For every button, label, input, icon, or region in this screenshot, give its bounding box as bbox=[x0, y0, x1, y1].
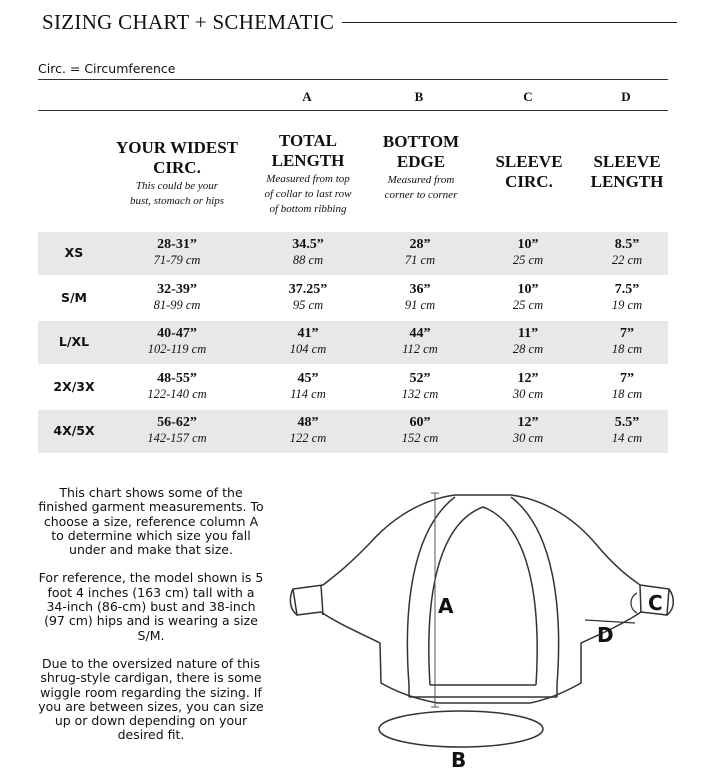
table-cell bbox=[253, 326, 363, 357]
label-d: D bbox=[597, 623, 614, 647]
table-cell bbox=[253, 415, 363, 446]
table-cell bbox=[112, 371, 242, 402]
bottom-ribbing bbox=[409, 685, 557, 697]
imperial-value: 12” bbox=[517, 370, 539, 386]
imperial-value: 41” bbox=[297, 326, 319, 341]
size-label: 4X/5X bbox=[53, 423, 95, 438]
left-cuff bbox=[321, 585, 323, 615]
imperial-value: 40-47” bbox=[157, 326, 197, 341]
size-label: 2X/3X bbox=[53, 378, 95, 394]
metric-value: 142-157 cm bbox=[147, 431, 207, 445]
header-subtext: of collar to last row bbox=[264, 188, 352, 200]
table-cell bbox=[582, 415, 672, 446]
header-label: CIRC. bbox=[153, 158, 201, 177]
table-cell bbox=[483, 237, 573, 268]
metric-value: 152 cm bbox=[401, 431, 439, 445]
header-label: SLEEVE bbox=[593, 152, 661, 171]
imperial-value: 11” bbox=[517, 326, 539, 341]
header-label: CIRC. bbox=[505, 172, 553, 191]
garment-outline bbox=[293, 495, 669, 703]
header-label: SLEEVE bbox=[495, 152, 563, 171]
imperial-value: 10” bbox=[517, 237, 539, 252]
label-c: C bbox=[648, 591, 663, 615]
metric-value: 122 cm bbox=[289, 431, 327, 445]
table-row bbox=[38, 410, 668, 453]
table-top-rule bbox=[38, 79, 668, 80]
column-letter-c: C bbox=[523, 89, 533, 104]
sizing-notes bbox=[36, 486, 266, 757]
table-cell bbox=[112, 282, 242, 313]
table-cell bbox=[370, 326, 470, 357]
header-subtext: Measured from bbox=[387, 174, 455, 186]
table-cell bbox=[582, 371, 672, 402]
table-cell bbox=[112, 326, 242, 357]
imperial-value: 44” bbox=[409, 326, 431, 341]
table-cell bbox=[483, 371, 573, 402]
collar-outer bbox=[407, 497, 558, 685]
table-cell bbox=[112, 415, 242, 446]
header-sleeve-length bbox=[582, 152, 672, 192]
metric-value: 81-99 cm bbox=[153, 297, 201, 312]
imperial-value: 7.5” bbox=[614, 281, 640, 297]
table-cell bbox=[370, 282, 470, 313]
imperial-value: 48” bbox=[297, 415, 319, 430]
metric-value: 18 cm bbox=[611, 342, 643, 356]
header-label: LENGTH bbox=[590, 172, 664, 191]
metric-value: 25 cm bbox=[512, 253, 544, 267]
imperial-value: 8.5” bbox=[614, 237, 640, 252]
size-label: L/XL bbox=[58, 334, 90, 349]
metric-value: 114 cm bbox=[290, 386, 326, 401]
metric-value: 30 cm bbox=[512, 431, 544, 445]
imperial-value: 12” bbox=[517, 415, 539, 430]
table-cell bbox=[370, 415, 470, 446]
header-subtext: of bottom ribbing bbox=[269, 203, 347, 215]
table-cell bbox=[483, 282, 573, 313]
table-cell bbox=[582, 237, 672, 268]
metric-value: 112 cm bbox=[402, 342, 438, 356]
header-bottom-edge bbox=[368, 132, 474, 202]
imperial-value: 45” bbox=[297, 370, 319, 386]
header-label: LENGTH bbox=[271, 151, 345, 170]
imperial-value: 10” bbox=[517, 281, 539, 297]
metric-value: 18 cm bbox=[611, 386, 643, 401]
header-subtext: corner to corner bbox=[384, 189, 458, 201]
imperial-value: 37.25” bbox=[288, 281, 328, 297]
notes-paragraph: This chart shows some of the finished garment measurements. To choose a size, reference column A to determine which size you fall under and make that size. bbox=[38, 485, 264, 558]
metric-value: 14 cm bbox=[611, 431, 643, 445]
notes-paragraph: Due to the oversized nature of this shrug-style cardigan, there is some wiggle room regarding the sizing. If you are between sizes, you can size up or down depending on your desired fit. bbox=[38, 655, 264, 743]
size-label: S/M bbox=[60, 289, 87, 305]
label-b: B bbox=[451, 748, 467, 772]
imperial-value: 60” bbox=[409, 415, 431, 430]
imperial-value: 48-55” bbox=[157, 370, 197, 386]
metric-value: 122-140 cm bbox=[147, 386, 207, 401]
column-letter-b: B bbox=[414, 89, 424, 104]
header-subtext: Measured from top bbox=[266, 173, 350, 185]
table-row bbox=[38, 366, 668, 409]
column-letter-a: A bbox=[302, 89, 312, 104]
metric-value: 91 cm bbox=[404, 297, 436, 312]
table-cell bbox=[370, 237, 470, 268]
metric-value: 30 cm bbox=[512, 386, 544, 401]
table-header-rule bbox=[38, 110, 668, 111]
header-total-length bbox=[248, 131, 368, 216]
table-cell bbox=[253, 371, 363, 402]
notes-paragraph: For reference, the model shown is 5 foot 4 inches (163 cm) tall with a 34-inch (86-cm) bust and 38-inch (97 cm) hips and is wearing a size S/M. bbox=[38, 570, 264, 643]
header-sleeve-circ bbox=[484, 152, 574, 192]
table-cell bbox=[483, 415, 573, 446]
measure-ring-c bbox=[631, 593, 637, 613]
garment-schematic bbox=[285, 485, 685, 773]
header-label: TOTAL bbox=[279, 131, 337, 150]
table-cell bbox=[582, 326, 672, 357]
metric-value: 22 cm bbox=[611, 253, 643, 267]
imperial-value: 34.5” bbox=[292, 237, 324, 252]
table-cell bbox=[253, 237, 363, 268]
title-rule bbox=[342, 22, 677, 23]
metric-value: 71 cm bbox=[404, 253, 436, 267]
table-cell bbox=[112, 237, 242, 268]
metric-value: 19 cm bbox=[611, 297, 643, 312]
page-title: SIZING CHART + SCHEMATIC bbox=[42, 10, 335, 34]
header-subtext: This could be your bbox=[135, 180, 219, 192]
table-cell bbox=[370, 371, 470, 402]
table-cell bbox=[582, 282, 672, 313]
measure-ellipse-b bbox=[379, 711, 543, 747]
metric-value: 71-79 cm bbox=[153, 253, 201, 267]
metric-value: 102-119 cm bbox=[147, 342, 207, 356]
label-a: A bbox=[438, 594, 454, 618]
imperial-value: 52” bbox=[409, 370, 431, 386]
header-label: EDGE bbox=[396, 152, 446, 171]
size-label: XS bbox=[64, 245, 84, 260]
header-label: YOUR WIDEST bbox=[115, 138, 239, 157]
imperial-value: 36” bbox=[409, 281, 431, 297]
imperial-value: 28-31” bbox=[157, 237, 197, 252]
table-cell bbox=[253, 282, 363, 313]
metric-value: 88 cm bbox=[292, 253, 324, 267]
metric-value: 25 cm bbox=[512, 297, 544, 312]
imperial-value: 32-39” bbox=[157, 281, 197, 297]
imperial-value: 7” bbox=[620, 370, 634, 386]
imperial-value: 5.5” bbox=[614, 415, 640, 430]
imperial-value: 56-62” bbox=[157, 415, 197, 430]
header-subtext: bust, stomach or hips bbox=[129, 195, 225, 207]
metric-value: 95 cm bbox=[292, 297, 324, 312]
header-label: BOTTOM bbox=[382, 132, 460, 151]
imperial-value: 7” bbox=[620, 326, 634, 341]
legend-note: Circ. = Circumference bbox=[38, 61, 176, 76]
table-row bbox=[38, 321, 668, 364]
table-row bbox=[38, 232, 668, 275]
table-cell bbox=[483, 326, 573, 357]
right-cuff bbox=[640, 585, 641, 613]
table-row bbox=[38, 277, 668, 320]
metric-value: 104 cm bbox=[289, 342, 327, 356]
metric-value: 28 cm bbox=[512, 342, 544, 356]
header-widest-circ bbox=[112, 138, 242, 208]
imperial-value: 28” bbox=[409, 237, 431, 252]
metric-value: 132 cm bbox=[401, 386, 439, 401]
column-letter-d: D bbox=[621, 89, 631, 104]
